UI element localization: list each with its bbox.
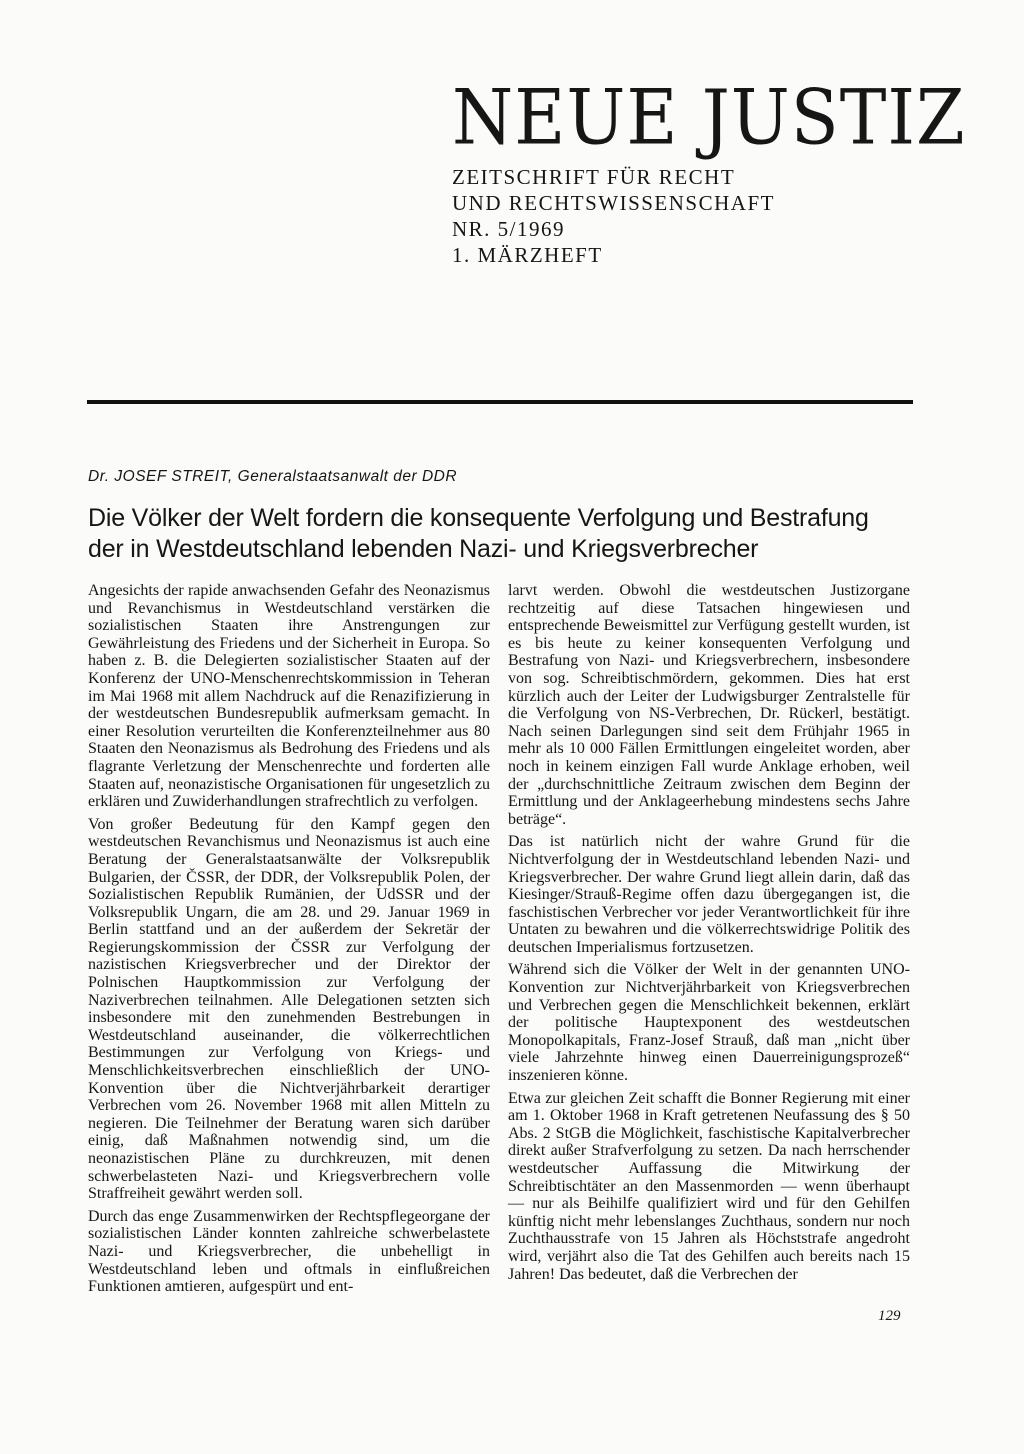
journal-title: NEUE JUSTIZ — [452, 73, 966, 163]
subtitle-line-1: ZEITSCHRIFT FÜR RECHT — [452, 165, 736, 189]
right-column — [508, 582, 910, 1288]
headline-line-1: Die Völker der Welt fordern die konsequente Verfolgung und Bestrafung — [88, 504, 869, 532]
header-rule — [87, 400, 913, 404]
paragraph: Durch das enge Zusammenwirken der Rechtspflegeorgane der sozialistischen Länder konnten zahlreiche schwerbelastete Nazi- und Kriegsverbrecher, die unbehelligt in Westdeutschland leben und oftmals in einflußreichen Funktionen amtieren, aufgespürt und ent- — [88, 1207, 490, 1296]
masthead — [452, 73, 966, 268]
left-column — [88, 582, 490, 1301]
page-number: 129 — [878, 1308, 901, 1324]
article-headline — [88, 503, 968, 565]
journal-subtitle — [452, 164, 902, 268]
paragraph: Während sich die Völker der Welt in der genannten UNO-Konvention zur Nichtverjährbarkeit von Kriegsverbrechen und Verbrechen gegen die Menschlichkeit bekennen, erklärt der politische Hauptexponent des westdeutschen Monopolkapitals, Franz-Josef Strauß, daß man „nicht über viele Jahrzehnte hinweg einen Dauerreinigungsprozeß“ inszenieren könne. — [508, 961, 910, 1085]
paragraph: Das ist natürlich nicht der wahre Grund für die Nichtverfolgung der in Westdeutschland lebenden Nazi- und Kriegsverbrecher. Der wahre Grund liegt allein darin, daß das Kiesinger/Strauß-Regime offen dazu übergegangen ist, die faschistischen Verbrecher vor jeder Verantwortlichkeit für ihre Untaten zu bewahren und die völkerrechtswidrige Politik des deutschen Imperialismus fortzusetzen. — [508, 833, 910, 956]
paragraph: Von großer Bedeutung für den Kampf gegen den westdeutschen Revanchismus und Neonazismus ist auch eine Beratung der Generalstaatsanwälte der Volksrepublik Bulgarien, der ČSSR, der DDR, der Volksrepublik Polen, der Sozialistischen Republik Rumänien, der UdSSR und der Volksrepublik Ungarn, die am 28. und 29. Januar 1969 in Berlin stattfand und an der außerdem der Sekretär der Regierungskommission der ČSSR zur Verfolgung der nazistischen Kriegsverbrecher und der Direktor der Polnischen Hauptkommission zur Verfolgung der Naziverbrechen teilnahmen. Alle Delegationen setzten sich insbesondere mit den zunehmenden Bestrebungen in Westdeutschland auseinander, die völkerrechtlichen Bestimmungen zur Verfolgung von Kriegs- und Menschlichkeitsverbrechen einschließlich der UNO-Konvention über die Nichtverjährbarkeit derartiger Verbrechen vom 26. November 1968 mit allen Mitteln zu negieren. Die Teilnehmer der Beratung waren sich darüber einig, daß Maßnahmen notwendig sind, um die neonazistischen Pläne zu durchkreuzen, mit denen schwerbelasteten Nazi- und Kriegsverbrechern volle Straffreiheit gewährt werden soll. — [88, 815, 490, 1203]
article-author: Dr. JOSEF STREIT, Generalstaatsanwalt der DDR — [88, 468, 458, 485]
headline-line-2: der in Westdeutschland lebenden Nazi- und Kriegsverbrecher — [88, 535, 759, 563]
paragraph: larvt werden. Obwohl die westdeutschen Justizorgane rechtzeitig auf diese Tatsachen hingewiesen und entsprechende Beweismittel zur Verfügung gestellt wurden, ist es bis heute zu keiner konsequenten Verfolgung und Bestrafung von Nazi- und Kriegsverbrechern, insbesondere von sog. Schreibtischmördern, gekommen. Dies hat erst kürzlich auch der Leiter der Ludwigsburger Zentralstelle für die Verfolgung von NS-Verbrechen, Dr. Rückerl, bestätigt. Nach seinen Darlegungen sind seit dem Frühjahr 1965 in mehr als 10 000 Fällen Ermittlungen eingeleitet worden, aber noch in keinem einzigen Fall wurde Anklage erhoben, weil der „durchschnittliche Zeitraum zwischen dem Beginn der Ermittlung und der Anklageerhebung mindestens sechs Jahre beträge“. — [508, 582, 910, 828]
issue-part: 1. MÄRZHEFT — [452, 243, 603, 267]
subtitle-line-2: UND RECHTSWISSENSCHAFT — [452, 191, 775, 215]
issue-number: NR. 5/1969 — [452, 217, 566, 241]
paragraph: Etwa zur gleichen Zeit schafft die Bonner Regierung mit einer am 1. Oktober 1968 in Kraft getretenen Neufassung des § 50 Abs. 2 StGB die Möglichkeit, faschistische Kapitalverbrecher direkt außer Strafverfolgung zu setzen. Da nach herrschender westdeutscher Auffassung die Mitwirkung der Schreibtischtäter an den Massenmorden — wenn überhaupt — nur als Beihilfe qualifiziert wird und für den Gehilfen künftig nicht mehr lebenslanges Zuchthaus, sondern nur noch Zuchthausstrafe von 15 Jahren als Höchststrafe angedroht wird, verjährt also die Tat des Gehilfen auch bereits nach 15 Jahren! Das bedeutet, daß die Verbrechen der — [508, 1089, 910, 1283]
paragraph: Angesichts der rapide anwachsenden Gefahr des Neonazismus und Revanchismus in Westdeutschland verstärken die sozialistischen Staaten ihre Anstrengungen zur Gewährleistung des Friedens und der Sicherheit in Europa. So haben z. B. die Delegierten sozialistischer Staaten auf der Konferenz der UNO-Menschenrechtskommission in Teheran im Mai 1968 mit allem Nachdruck auf die Renazifizierung in der westdeutschen Bundesrepublik aufmerksam gemacht. In einer Resolution verurteilten die Konferenzteilnehmer aus 80 Staaten den Neonazismus als Bedrohung des Friedens und als flagrante Verletzung der Menschenrechte und forderten alle Staaten auf, neonazistische Organisationen für ungesetzlich zu erklären und Zuwiderhandlungen strafrechtlich zu verfolgen. — [88, 582, 490, 811]
